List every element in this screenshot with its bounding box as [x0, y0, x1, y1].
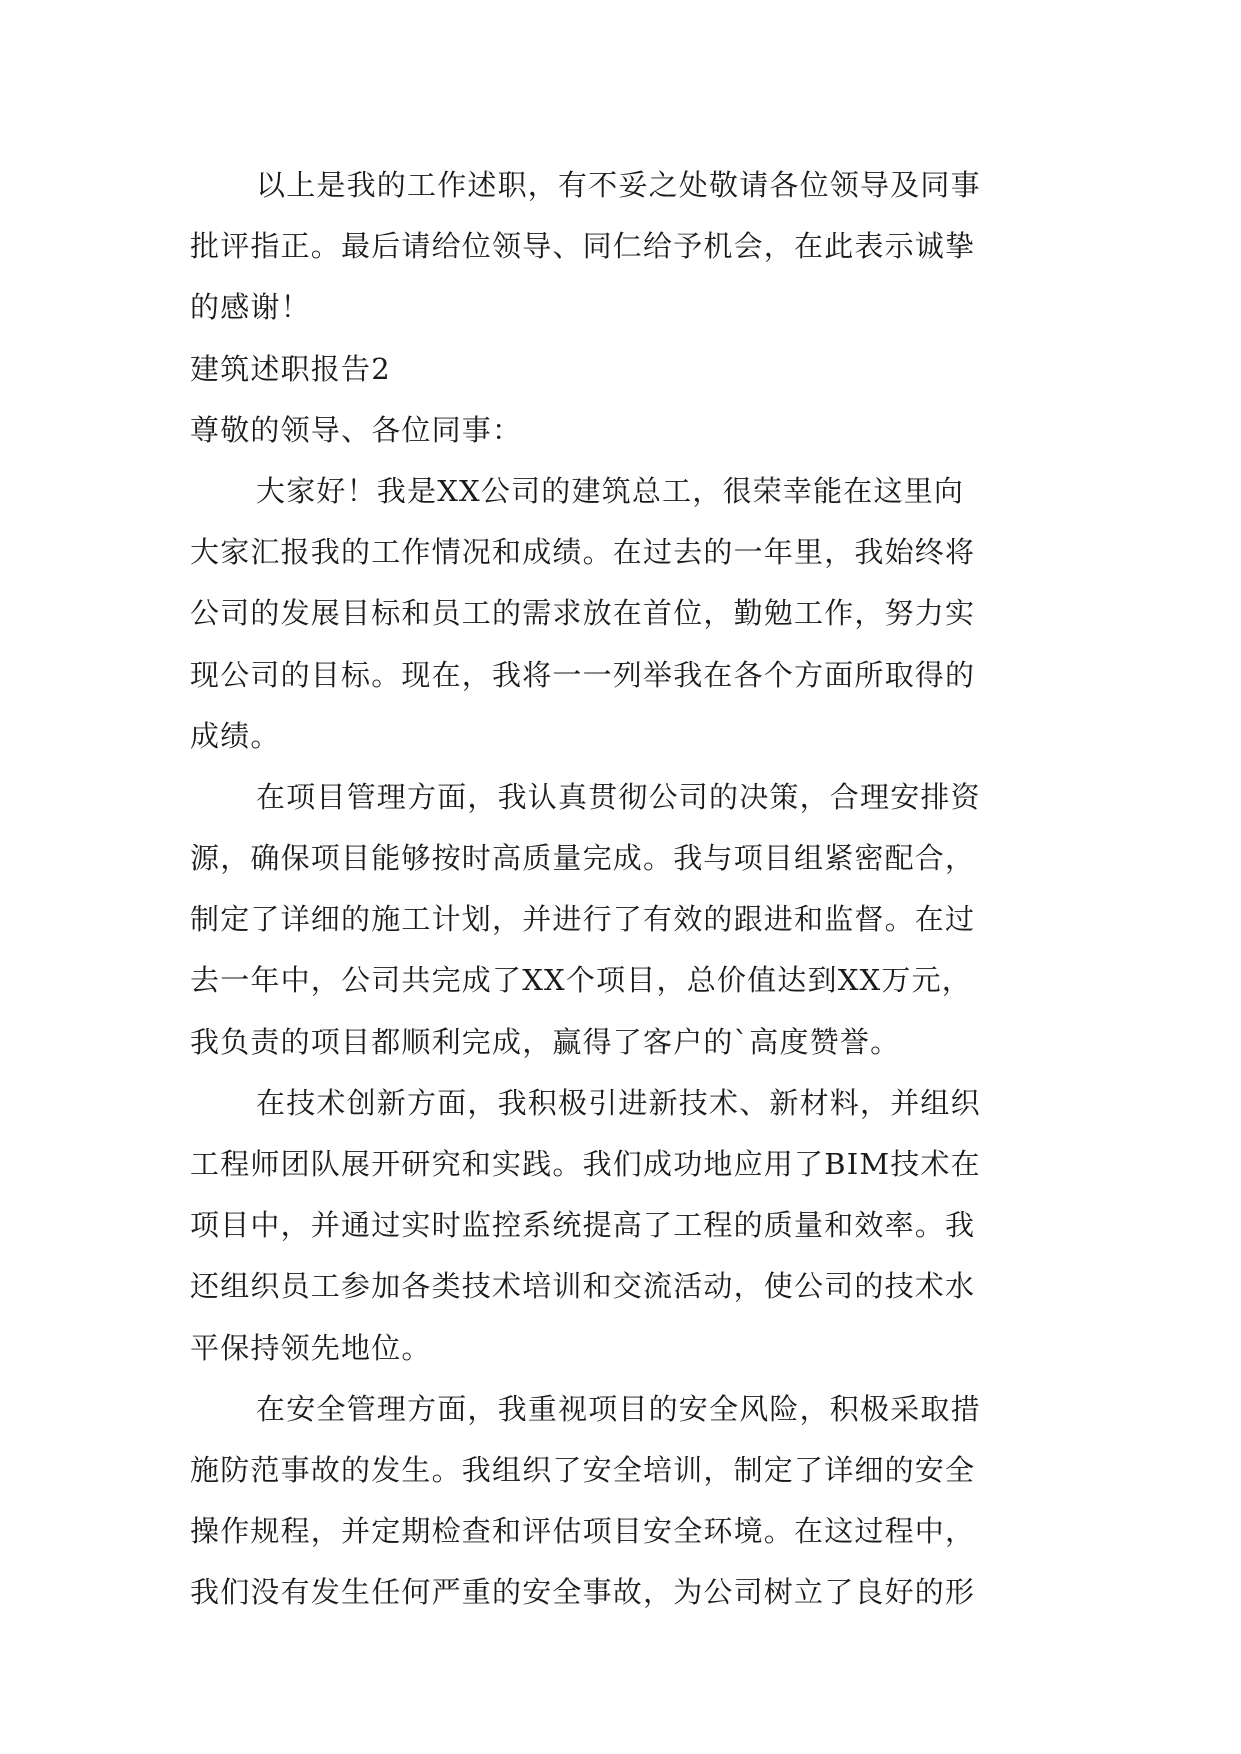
salutation: 尊敬的领导、各位同事： — [190, 412, 523, 447]
paragraph-line: 公司的发展目标和员工的需求放在首位，勤勉工作，努力实 — [190, 596, 976, 631]
paragraph-line: 施防范事故的发生。我组织了安全培训，制定了详细的安全 — [190, 1452, 976, 1487]
paragraph-line: 平保持领先地位。 — [190, 1330, 432, 1365]
paragraph-line: 在安全管理方面，我重视项目的安全风险，积极采取措 — [256, 1391, 981, 1426]
document-body — [190, 155, 1060, 1624]
paragraph-safety-management — [190, 1379, 1060, 1624]
paragraph-line: 去一年中，公司共完成了XX个项目，总价值达到XX万元， — [190, 963, 972, 998]
paragraph-line: 制定了详细的施工计划，并进行了有效的跟进和监督。在过 — [190, 902, 976, 937]
paragraph-line: 我负责的项目都顺利完成，赢得了客户的`高度赞誉。 — [190, 1024, 901, 1059]
paragraph-line: 我们没有发生任何严重的安全事故，为公司树立了良好的形 — [190, 1575, 976, 1610]
paragraph-line: 成绩。 — [190, 718, 281, 753]
paragraph-project-management — [190, 767, 1060, 1073]
paragraph-line: 大家好！我是XX公司的建筑总工，很荣幸能在这里向 — [256, 473, 965, 508]
paragraph-line: 工程师团队展开研究和实践。我们成功地应用了BIM技术在 — [190, 1147, 981, 1181]
section-title: 建筑述职报告2 — [190, 351, 391, 386]
paragraph-line: 大家汇报我的工作情况和成绩。在过去的一年里，我始终将 — [190, 535, 976, 570]
paragraph-line: 现公司的目标。现在，我将一一列举我在各个方面所取得的 — [190, 657, 976, 692]
closing-paragraph — [190, 155, 1060, 339]
paragraph-line: 以上是我的工作述职，有不妥之处敬请各位领导及同事 — [256, 168, 981, 202]
paragraph-line: 在项目管理方面，我认真贯彻公司的决策，合理安排资 — [256, 779, 981, 814]
paragraph-greeting — [190, 461, 1060, 767]
paragraph-line: 源，确保项目能够按时高质量完成。我与项目组紧密配合， — [190, 841, 976, 876]
paragraph-line: 的感谢！ — [190, 290, 311, 325]
paragraph-line: 还组织员工参加各类技术培训和交流活动，使公司的技术水 — [190, 1269, 976, 1304]
paragraph-technical-innovation — [190, 1073, 1060, 1379]
paragraph-line: 项目中，并通过实时监控系统提高了工程的质量和效率。我 — [190, 1208, 976, 1243]
paragraph-line: 操作规程，并定期检查和评估项目安全环境。在这过程中， — [190, 1514, 976, 1549]
paragraph-line: 批评指正。最后请给位领导、同仁给予机会，在此表示诚挚 — [190, 229, 976, 264]
paragraph-line: 在技术创新方面，我积极引进新技术、新材料，并组织 — [256, 1085, 981, 1120]
